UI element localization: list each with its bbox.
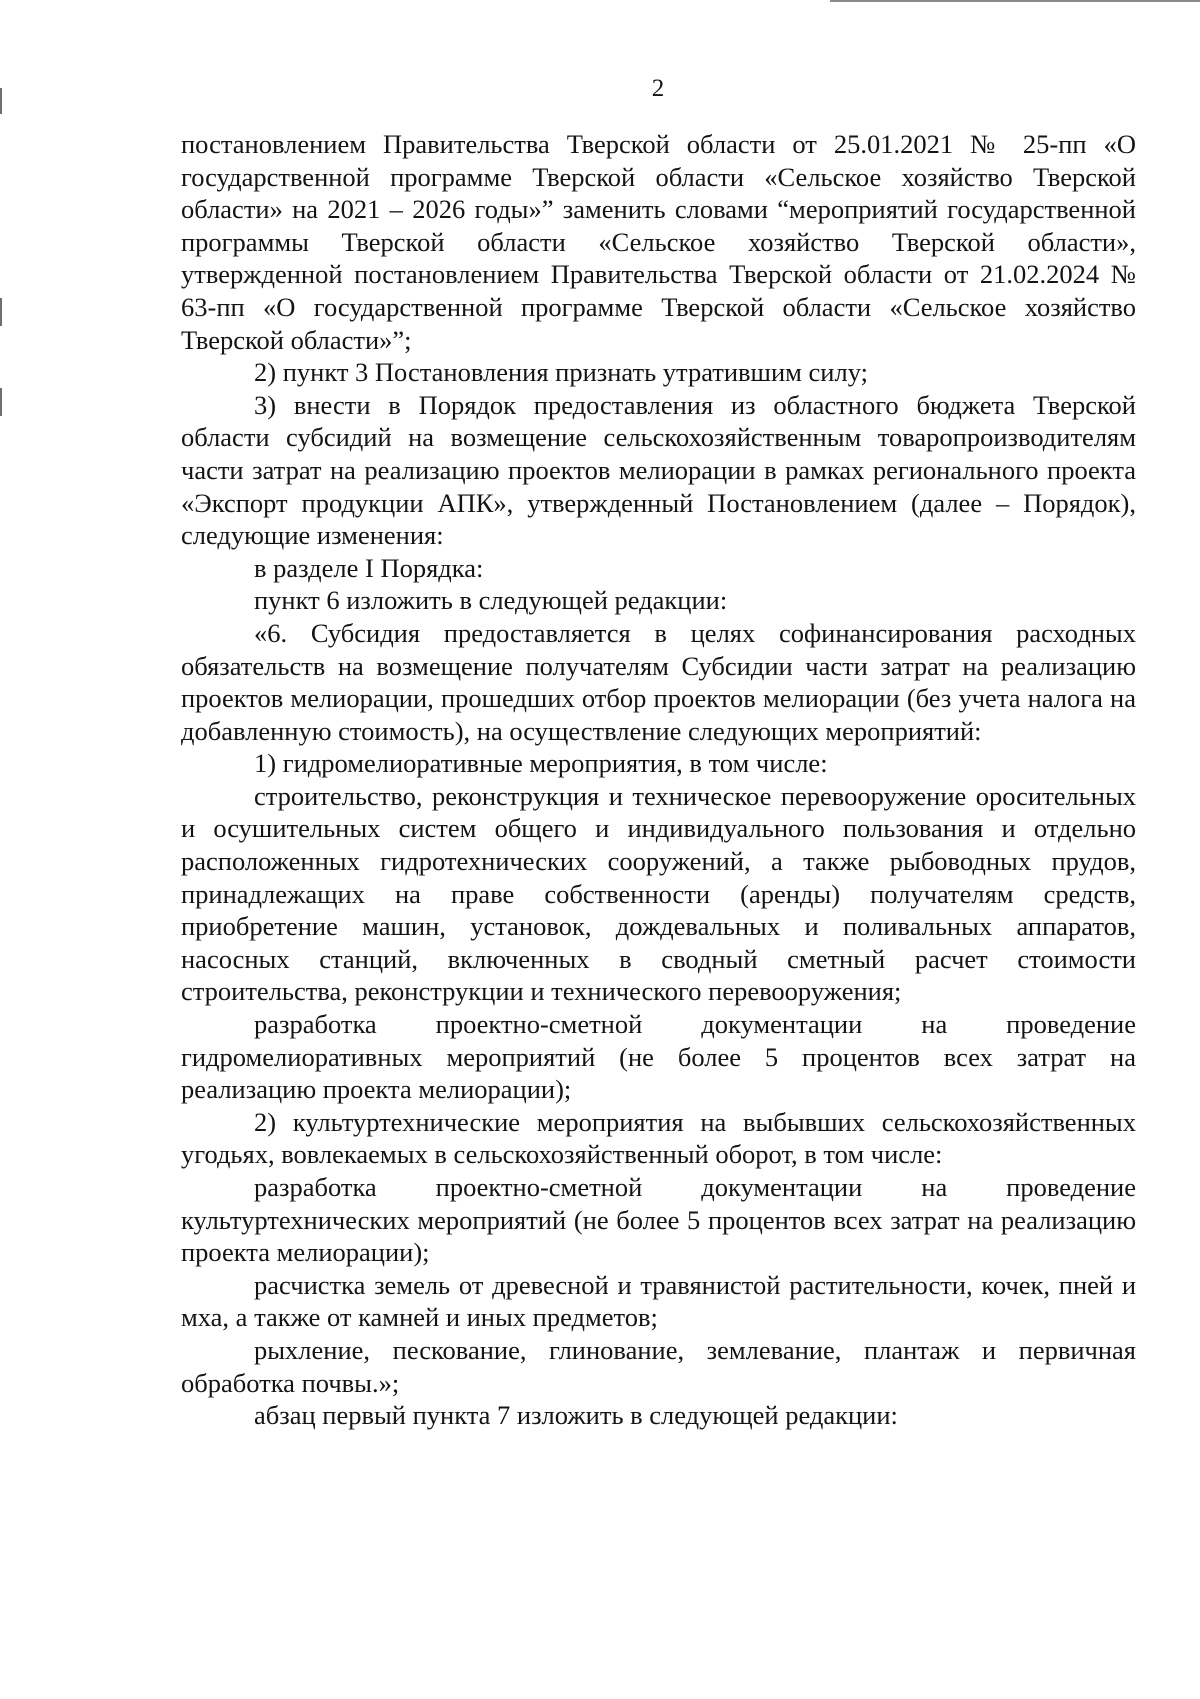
paragraph: разработка проектно-сметной документации на проведение гидромелиоративных мероприятий (не более 5 процентов всех затрат на реализацию проекта мелиорации); bbox=[181, 1009, 1136, 1105]
paragraph: пункт 6 изложить в следующей редакции: bbox=[254, 585, 728, 616]
paragraph: «6. Субсидия предоставляется в целях софинансирования расходных обязательств на возмещение получателям Субсидии части затрат на реализацию проектов мелиорации, прошедших отбор проектов мелиорации (без учета налога на добавленную стоимость), на осуществление следующих мероприятий: bbox=[181, 617, 1136, 746]
paragraph: 1) гидромелиоративные мероприятия, в том числе: bbox=[254, 748, 828, 779]
paragraph: постановлением Правительства Тверской области от 25.01.2021 № 25-пп «О государственной программе Тверской области «Сельское хозяйство Тверской области» на 2021 – 2026 годы»” заменить словами “мероприятий государственной программы Тверской области «Сельское хозяйство Тверской области», утвержденной постановлением Правительства Тверской области от 21.02.2024 № 63-пп «О государственной программе Тверской области «Сельское хозяйство Тверской области»”; bbox=[181, 129, 1136, 355]
scan-margin-mark bbox=[0, 298, 2, 326]
scan-margin-mark bbox=[0, 388, 2, 416]
scan-edge-line bbox=[830, 0, 1200, 2]
document-body bbox=[181, 128, 1136, 1432]
paragraph: абзац первый пункта 7 изложить в следующей редакции: bbox=[254, 1400, 898, 1431]
paragraph: 2) культуртехнические мероприятия на выбывших сельскохозяйственных угодьях, вовлекаемых в сельскохозяйственный оборот, в том числе: bbox=[181, 1106, 1136, 1170]
paragraph: 2) пункт 3 Постановления признать утратившим силу; bbox=[254, 357, 868, 388]
page-number: 2 bbox=[651, 75, 665, 102]
paragraph: строительство, реконструкция и техническое перевооружение оросительных и осушительных систем общего и индивидуального пользования и отдельно расположенных гидротехнических сооружений, а также рыбоводных прудов, принадлежащих на праве собственности (аренды) получателям средств, приобретение машин, установок, дождевальных и поливальных аппаратов, насосных станций, включенных в сводный сметный расчет стоимости строительства, реконструкции и технического перевооружения; bbox=[181, 780, 1136, 1007]
paragraph: рыхление, пескование, глинование, землевание, плантаж и первичная обработка почвы.»; bbox=[181, 1334, 1136, 1398]
paragraph: в разделе I Порядка: bbox=[254, 552, 484, 583]
paragraph: разработка проектно-сметной документации на проведение культуртехнических мероприятий (не более 5 процентов всех затрат на реализацию проекта мелиорации); bbox=[181, 1172, 1136, 1268]
paragraph: расчистка земель от древесной и травянистой растительности, кочек, пней и мха, а также от камней и иных предметов; bbox=[181, 1269, 1136, 1333]
paragraph: 3) внести в Порядок предоставления из областного бюджета Тверской области субсидий на возмещение сельскохозяйственным товаропроизводителям части затрат на реализацию проектов мелиорации в рамках регионального проекта «Экспорт продукции АПК», утвержденный Постановлением (далее – Порядок), следующие изменения: bbox=[181, 389, 1136, 551]
